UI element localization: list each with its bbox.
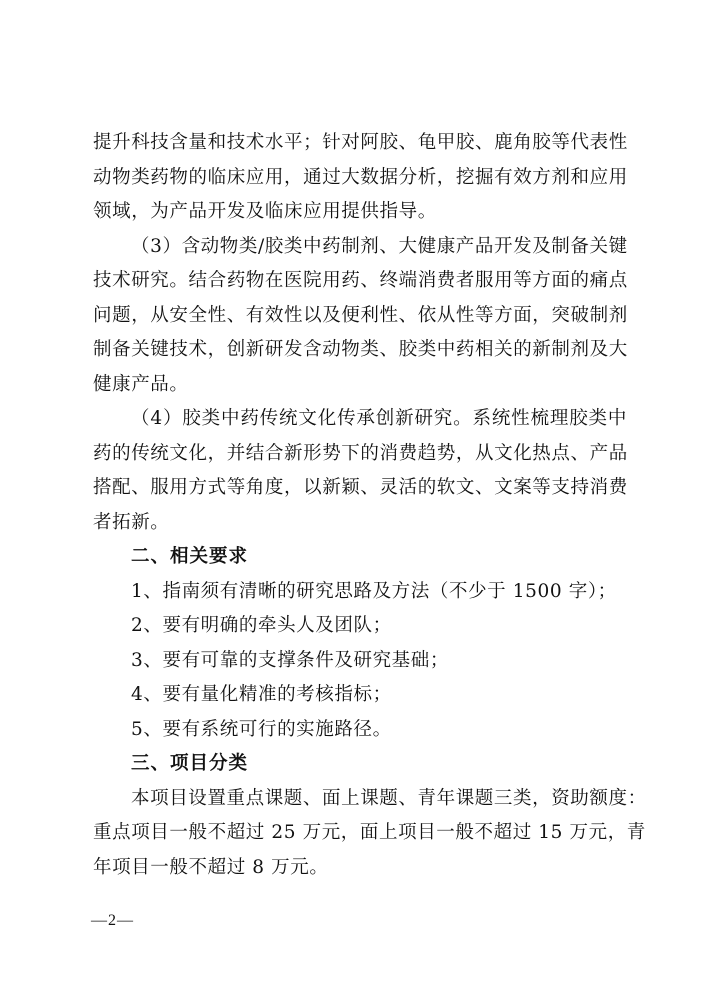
requirement-item: 4、要有量化精准的考核指标； (131, 684, 392, 705)
requirement-item: 3、要有可靠的支撑条件及研究基础； (131, 649, 449, 671)
requirements-list (93, 575, 627, 748)
section-heading-requirements: 二、相关要求 (131, 546, 249, 567)
paragraph-intro (93, 126, 627, 230)
requirement-item: 5、要有系统可行的实施路径。 (131, 718, 392, 740)
paragraph-line: 健康产品。 (93, 373, 189, 395)
paragraph-line: 问题，从安全性、有效性以及便利性、依从性等方面，突破制剂 (93, 304, 628, 326)
document-body (93, 126, 647, 885)
paragraph-line: 搭配、服用方式等角度，以新颖、灵活的软文、文案等支持消费 (93, 477, 628, 498)
paragraph-line: 制备关键技术，创新研发含动物类、胶类中药相关的新制剂及大 (93, 339, 628, 360)
paragraph-line: 重点项目一般不超过 25 万元，面上项目一般不超过 15 万元，青 (93, 822, 646, 843)
paragraph-line: （4）胶类中药传统文化传承创新研究。系统性梳理胶类中 (131, 408, 627, 429)
paragraph-line: 药的传统文化，并结合新形势下的消费趋势，从文化热点、产品 (93, 442, 628, 464)
paragraph-line: 动物类药物的临床应用，通过大数据分析，挖掘有效方剂和应用 (93, 166, 628, 188)
section-heading-classification: 三、项目分类 (131, 753, 249, 774)
requirement-item: 1、指南须有清晰的研究思路及方法（不少于 1500 字）； (131, 580, 617, 602)
paragraph-classification (93, 782, 647, 886)
paragraph-item-3 (93, 230, 627, 403)
page-number: —2— (91, 912, 134, 929)
paragraph-line: 年项目一般不超过 8 万元。 (93, 856, 329, 878)
paragraph-line: 技术研究。结合药物在医院用药、终端消费者服用等方面的痛点 (93, 270, 628, 291)
paragraph-line: 本项目设置重点课题、面上课题、青年课题三类，资助额度： (131, 787, 647, 809)
paragraph-line: （3）含动物类/胶类中药制剂、大健康产品开发及制备关键 (131, 235, 628, 257)
requirement-item: 2、要有明确的牵头人及团队； (131, 615, 392, 636)
paragraph-line: 领域，为产品开发及临床应用提供指导。 (93, 201, 437, 222)
paragraph-item-4 (93, 402, 627, 540)
paragraph-line: 者拓新。 (93, 511, 170, 533)
paragraph-line: 提升科技含量和技术水平；针对阿胶、龟甲胶、鹿角胶等代表性 (93, 132, 628, 153)
